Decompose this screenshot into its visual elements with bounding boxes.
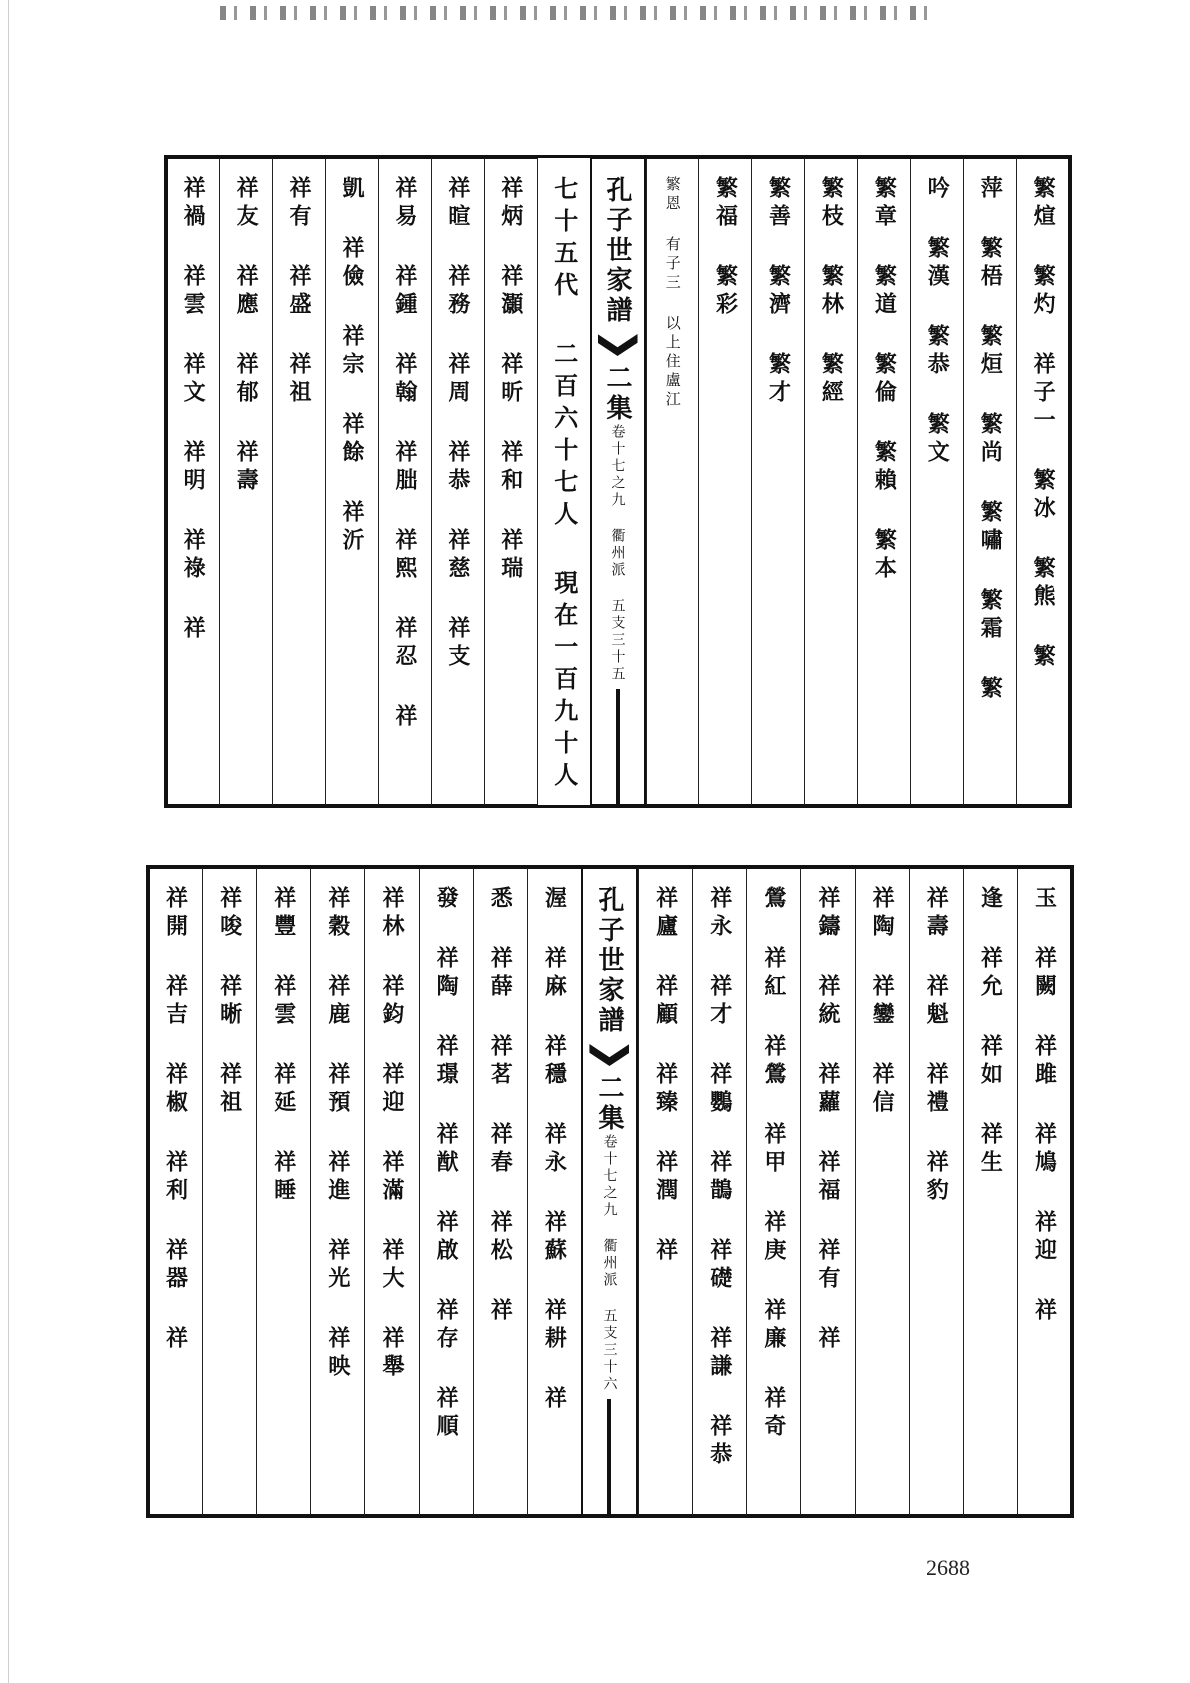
- column-text: 祥友 祥應 祥郁 祥壽: [233, 176, 260, 496]
- name-column: [857, 158, 910, 805]
- column-text: 萍 繁梧 繁烜 繁尚 繁嘯 繁霜 繁: [977, 176, 1004, 704]
- volume-label: 二集: [602, 364, 633, 424]
- column-text: 繁福 繁彩: [712, 176, 739, 320]
- column-text: 祥開 祥吉 祥椒 祥利 祥器 祥: [162, 886, 189, 1354]
- name-column: [751, 158, 804, 805]
- name-column: [692, 868, 746, 1515]
- column-text: 祥林 祥鈞 祥迎 祥滿 祥大 祥舉: [379, 886, 406, 1382]
- center-bar: [616, 689, 620, 805]
- column-text: 祥暄 祥務 祥周 祥恭 祥慈 祥支: [444, 176, 471, 672]
- name-column: [419, 868, 473, 1515]
- name-column: [431, 158, 484, 805]
- name-column: [963, 158, 1016, 805]
- generation-header-column: [537, 158, 590, 805]
- column-text: 祥永 祥才 祥鸚 祥鵲 祥礎 祥謙 祥恭: [706, 886, 733, 1470]
- column-text: 祥有 祥盛 祥祖: [286, 176, 312, 408]
- column-text: 祥炳 祥灝 祥昕 祥和 祥瑞: [497, 176, 524, 584]
- page-number: 2688: [926, 1555, 970, 1580]
- column-text: 祥易 祥鍾 祥翰 祥朏 祥熙 祥忍 祥: [391, 176, 418, 732]
- name-column: [149, 868, 202, 1515]
- column-text: 祥鑄 祥統 祥蘿 祥福 祥有 祥: [815, 886, 842, 1354]
- column-text: 繁善 繁濟 繁才: [765, 176, 792, 408]
- fishtail-mark-icon: [589, 1044, 629, 1066]
- center-title-column: [590, 158, 646, 805]
- folio-number: 三十六: [601, 1342, 618, 1393]
- name-column: [804, 158, 857, 805]
- column-text: 繁枝 繁林 繁經: [818, 176, 845, 408]
- book-title: 孔子世家譜: [593, 886, 624, 1036]
- top-scan-artifact: [220, 6, 940, 20]
- name-column: [1016, 158, 1069, 805]
- genealogy-panel-top: [164, 155, 1072, 808]
- name-column: [325, 158, 378, 805]
- name-column: [910, 158, 963, 805]
- name-column: [646, 158, 699, 805]
- name-column: [473, 868, 527, 1515]
- name-column: [202, 868, 256, 1515]
- name-column: [272, 158, 325, 805]
- column-text: 祥禍 祥雲 祥文 祥明 祥祿 祥: [180, 176, 207, 644]
- name-column: [484, 158, 537, 805]
- column-text: 鶯 祥紅 祥鶯 祥甲 祥庚 祥廉 祥奇: [760, 886, 787, 1442]
- name-column: [746, 868, 800, 1515]
- chapter-subtitle: 卷十七之九 衢州派 五支: [601, 1134, 618, 1342]
- chapter-subtitle: 卷十七之九 衢州派 五支: [609, 424, 626, 632]
- name-column: [310, 868, 364, 1515]
- column-text: 祥壽 祥魁 祥禮 祥豹: [923, 886, 950, 1206]
- column-text: 渥 祥麻 祥穩 祥永 祥蘇 祥耕 祥: [541, 886, 568, 1414]
- name-column: [638, 868, 692, 1515]
- generation-header: 七十五代 二百六十七人 現在一百九十人: [549, 176, 579, 794]
- scan-edge-line: [8, 0, 9, 1683]
- fishtail-mark-icon: [598, 334, 638, 356]
- column-text: 祥唆 祥晰 祥祖: [216, 886, 243, 1118]
- folio-number: 三十五: [609, 632, 626, 683]
- column-text: 繁煊 繁灼 祥子一 繁冰 繁熊 繁: [1030, 176, 1057, 672]
- name-column: [963, 868, 1017, 1515]
- column-text: 悉 祥薛 祥茗 祥春 祥松 祥: [487, 886, 514, 1326]
- column-text: 凱 祥儉 祥宗 祥餘 祥沂: [338, 176, 365, 556]
- name-column: [219, 158, 272, 805]
- name-column: [364, 868, 418, 1515]
- column-text: 吟 繁漢 繁恭 繁文: [924, 176, 951, 468]
- center-bar: [607, 1399, 611, 1515]
- center-title-column: [581, 868, 638, 1515]
- name-column: [800, 868, 854, 1515]
- volume-label: 二集: [593, 1074, 624, 1134]
- column-text: 繁章 繁道 繁倫 繁賴 繁本: [871, 176, 898, 584]
- name-column: [698, 158, 751, 805]
- column-text: 祥穀 祥鹿 祥預 祥進 祥光 祥映: [324, 886, 351, 1382]
- column-text: 祥豐 祥雲 祥延 祥睡: [270, 886, 297, 1206]
- name-column: [1017, 868, 1071, 1515]
- name-column: [855, 868, 909, 1515]
- column-text: 祥廬 祥顧 祥臻 祥潤 祥: [652, 886, 679, 1266]
- book-title: 孔子世家譜: [602, 176, 633, 326]
- column-text: 繁恩 有子三 以上住盧江: [663, 176, 682, 410]
- column-text: 發 祥陶 祥璟 祥猷 祥啟 祥存 祥順: [433, 886, 460, 1442]
- name-column: [909, 868, 963, 1515]
- name-column: [167, 158, 219, 805]
- name-column: [378, 158, 431, 805]
- genealogy-panel-bottom: [146, 865, 1074, 1518]
- name-column: [256, 868, 310, 1515]
- column-text: 玉 祥闕 祥雎 祥鳩 祥迎 祥: [1031, 886, 1058, 1326]
- column-text: 祥陶 祥鑾 祥信: [869, 886, 896, 1118]
- column-text: 逢 祥允 祥如 祥生: [977, 886, 1004, 1178]
- name-column: [527, 868, 581, 1515]
